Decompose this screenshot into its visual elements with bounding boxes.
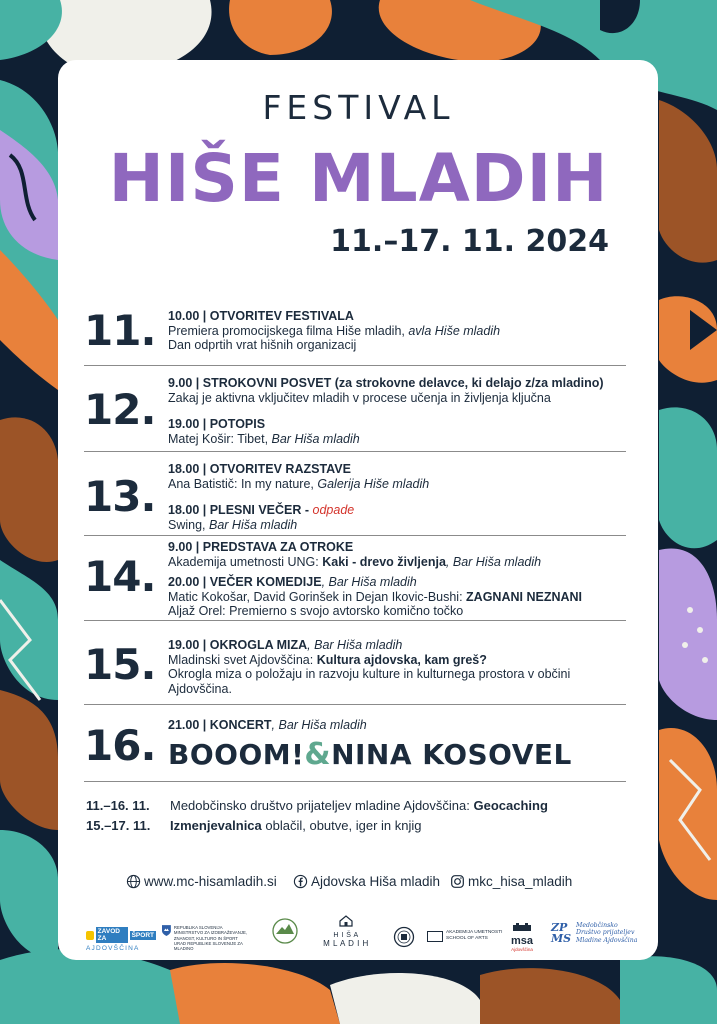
castle-icon [513,923,531,931]
concert-performers [168,737,572,772]
hisa-mladih-text: M L A D I H [323,939,369,948]
divider [84,451,626,452]
event-location: Bar Hiša mladih [209,517,298,532]
event-desc: Okrogla miza o položaju in razvoju kulture in kulturnega prostora v občini Ajdovščina. [168,667,571,696]
zpms-text: Medobčinsko [576,922,618,930]
event-highlight: ZAGNANI NEZNANI [466,589,583,604]
event-desc: Aljaž Orel: Premierno s svojo avtorsko komično točko [168,604,464,619]
zavod-za-sport-logo [86,927,156,952]
day-number-16: 16. [84,721,156,770]
event-desc: Akademija umetnosti UNG: [168,554,323,569]
event-location: Bar Hiša mladih [271,431,360,446]
event-time-title: 20.00 | VEČER KOMEDIJE [168,575,322,590]
day-number-11: 11. [84,306,156,355]
zpms-text: Mladine Ajdovščina [576,936,638,944]
day-12-events [168,376,638,446]
zpms-text: Društvo prijateljev [576,929,635,937]
event-desc: Premiera promocijskega filma Hiše mladih, [168,323,409,338]
ministry-text: REPUBLIKA SLOVENIJA [173,925,223,930]
academy-of-arts-logo [427,930,503,942]
day-13-events [168,462,638,532]
ajdovscina-org-logo [272,916,298,946]
hisa-mladih-text: H I Š A [333,932,359,939]
academy-text: AKADEMIJA UMETNOSTI [446,930,503,935]
event-highlight: Kultura ajdovska, kam greš? [316,652,487,667]
event-time-title: 9.00 | PREDSTAVA ZA OTROKE [168,540,354,554]
event-desc: Ana Batistič: In my nature, [168,476,318,491]
extra-highlight: Geocaching [473,798,548,813]
performer-2: NINA KOSOVEL [331,738,572,771]
divider [84,704,626,705]
instagram-handle: mkc_hisa_mladih [468,874,573,889]
extra-range-1: 11.–16. 11. [86,798,150,813]
msa-logo [507,918,537,952]
msa-subtext: Ajdovščina [511,947,533,952]
event-location: , Bar Hiša mladih [307,638,403,652]
extra-highlight: Izmenjevalnica [170,818,262,833]
extra-desc: oblačil, obutve, iger in knjig [261,818,422,833]
school-emblem-icon [393,926,415,948]
academy-frame-icon [427,931,443,942]
extra-event-1 [170,798,548,813]
event-time-title: 10.00 | OTVORITEV FESTIVALA [168,309,354,323]
event-location: , Bar Hiša mladih [445,554,542,569]
day-number-12: 12. [84,385,156,434]
instagram-link[interactable] [450,874,572,889]
event-desc: Dan odprtih vrat hišnih organizacij [168,338,357,353]
event-location: Galerija Hiše mladih [317,476,430,491]
event-desc: Matic Kokošar, David Gorinšek in Dejan Ikovic-Bushi: [168,589,467,604]
event-location: avla Hiše mladih [408,323,501,338]
hisa-mladih-logo [313,914,379,948]
zpms-logo [551,922,637,944]
extra-event-2 [170,818,421,833]
extra-range-2: 15.–17. 11. [86,818,151,833]
website-url: www.mc-hisamladih.si [144,874,277,889]
event-time-title: 18.00 | OTVORITEV RAZSTAVE [168,462,351,476]
day-number-15: 15. [84,640,156,689]
instagram-icon [450,874,465,889]
slovenia-crest-icon [162,925,171,936]
day-16-event [168,718,638,733]
ministry-text: ZNANOST, KULTURO IN ŠPORT [173,935,238,941]
festival-title: HIŠE MLADIH [108,140,609,217]
day-15-events [168,638,638,696]
day-number-13: 13. [84,472,156,521]
event-time-title: 19.00 | POTOPIS [168,417,266,432]
event-time-title: 21.00 | KONCERT [168,718,272,732]
event-desc: Zakaj je aktivna vključitev mladih v procese učenja in življenja ključna [168,390,551,405]
performer-1: BOOOM! [168,738,305,771]
ministry-logo [162,925,262,951]
cancelled-label: odpade [312,503,355,518]
globe-icon [126,874,141,889]
ministry-text: URAD REPUBLIKE SLOVENIJE ZA MLADINO [173,940,243,952]
extra-desc: Medobčinsko društvo prijateljev mladine Ajdovščina: [170,798,474,813]
zpms-mark: ZP MS [551,921,572,945]
event-desc: Mladinski svet Ajdovščina: [168,652,317,667]
ampersand: & [304,737,332,772]
facebook-name: Ajdovska Hiša mladih [311,874,441,889]
event-time-title: 18.00 | PLESNI VEČER - [168,503,313,518]
msa-text: msa [510,935,534,947]
academy-text: SCHOOL OF ARTS [446,936,488,941]
zavod-text: ZAVOD ZA [96,927,128,943]
zavod-mark-icon [86,931,94,940]
event-location: , Bar Hiša mladih [271,718,367,732]
event-location: , Bar Hiša mladih [321,575,417,590]
day-14-events [168,540,638,619]
event-desc: Matej Košir: Tibet, [168,431,272,446]
event-time-title: 9.00 | STROKOVNI POSVET (za strokovne delavce, ki delajo z/za mladino) [168,376,604,390]
event-time-title: 19.00 | OKROGLA MIZA [168,638,308,652]
day-number-14: 14. [84,552,156,601]
divider [84,365,626,366]
divider [84,535,626,536]
zavod-city: AJDOVŠČINA [86,945,140,952]
ministry-text: MINISTRSTVO ZA IZOBRAŽEVANJE, [173,930,248,936]
festival-dates: 11.–17. 11. 2024 [330,224,609,259]
event-desc: Swing, [168,517,209,532]
facebook-icon [293,874,308,889]
day-11-events [168,309,638,353]
facebook-link[interactable] [293,874,440,889]
house-icon [339,915,353,927]
divider [84,620,626,621]
divider [84,781,626,782]
website-link[interactable] [126,874,277,889]
zavod-text: ŠPORT [131,931,154,939]
event-highlight: Kaki - drevo življenja [322,554,446,569]
festival-label: FESTIVAL [262,88,455,127]
